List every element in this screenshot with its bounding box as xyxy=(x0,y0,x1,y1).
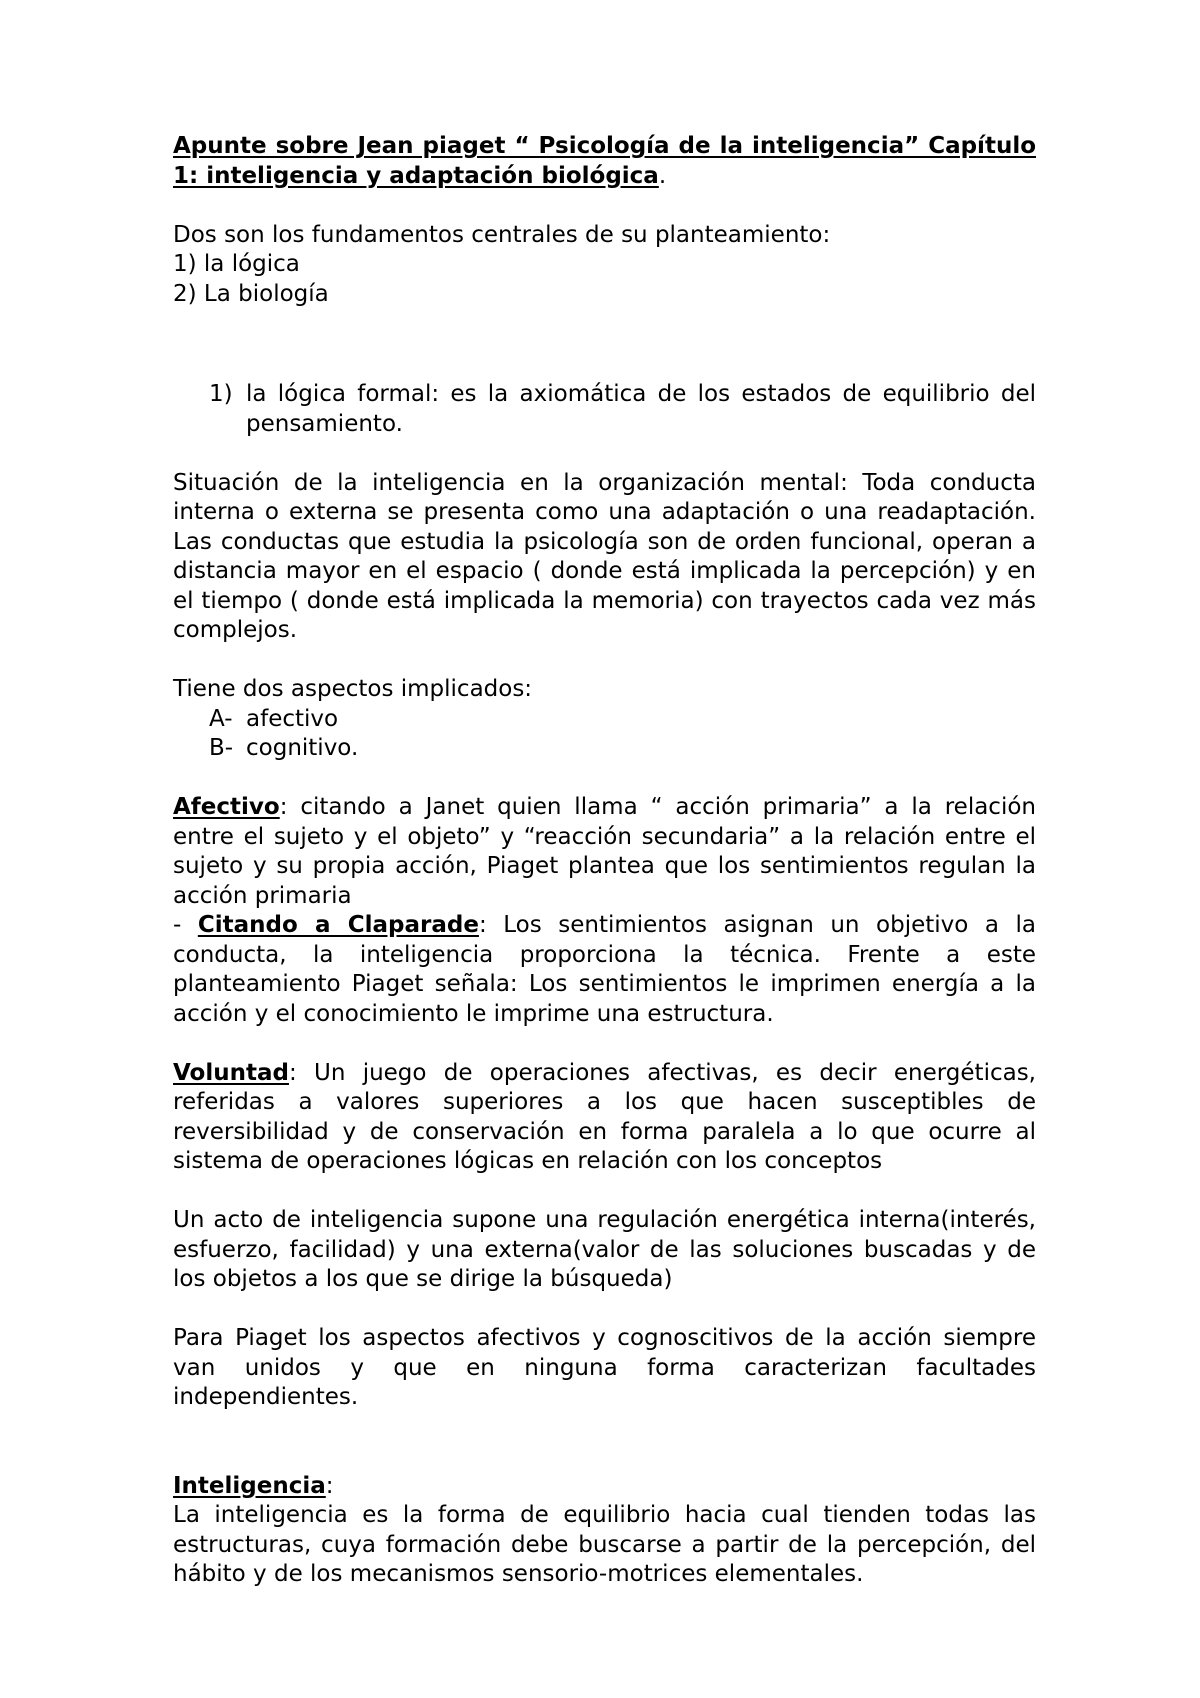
title-period: . xyxy=(658,162,667,189)
intro-item-logic: 1) la lógica xyxy=(173,251,300,277)
afectivo-text: : citando a Janet quien llama “ acción primaria” a la relación entre el sujeto y el objeto” y “reacción secundaria” a la relación entre el sujeto y su propia acción, Piaget plantea que los sentimientos regulan la acción primaria xyxy=(173,794,1036,909)
document-title: Apunte sobre Jean piaget “ Psicología de la inteligencia” Capítulo 1: inteligencia y adaptación biológica xyxy=(173,133,1036,189)
inteligencia-heading-line xyxy=(173,1472,1036,1502)
intro-line: Dos son los fundamentos centrales de su planteamiento: xyxy=(173,221,831,248)
spacer xyxy=(173,191,1036,221)
spacer xyxy=(173,439,1036,469)
claparade-heading: Citando a Claparade xyxy=(197,912,479,938)
spacer xyxy=(173,1413,1036,1472)
aspecto-marker: B- xyxy=(209,735,234,761)
claparade-text: : Los sentimientos asignan un objetivo a la conducta, la inteligencia proporciona la técnica. Frente a este planteamiento Piaget señala: Los sentimientos le imprimen energía a la acción y el conocimiento le imprime una estructura. xyxy=(173,912,1036,1027)
aspecto-marker: A- xyxy=(209,705,233,732)
afectivo-paragraph xyxy=(173,793,1036,911)
claparade-paragraph xyxy=(173,911,1036,1029)
intro-item-biology: 2) La biología xyxy=(173,280,329,307)
inteligencia-colon: : xyxy=(325,1472,334,1499)
aspecto-label: cognitivo. xyxy=(246,735,359,761)
acto-paragraph: Un acto de inteligencia supone una regulación energética interna(interés, esfuerzo, facilidad) y una externa(valor de las soluciones buscadas y de los objetos a los que se dirige la búsqueda) xyxy=(173,1207,1036,1292)
logic-list-item xyxy=(173,380,1036,439)
document-title-paragraph xyxy=(173,132,1036,191)
spacer xyxy=(173,309,1036,368)
document-page xyxy=(173,132,1036,1590)
para-piaget-paragraph: Para Piaget los aspectos afectivos y cognoscitivos de la acción siempre van unidos y que en ninguna forma caracterizan facultades independientes. xyxy=(173,1325,1036,1410)
aspectos-intro: Tiene dos aspectos implicados: xyxy=(173,676,533,702)
spacer xyxy=(173,646,1036,676)
logic-list-marker: 1) xyxy=(209,381,233,407)
inteligencia-heading: Inteligencia xyxy=(173,1472,326,1499)
spacer xyxy=(173,1177,1036,1207)
aspecto-item-afectivo xyxy=(173,705,1036,735)
voluntad-text: : Un juego de operaciones afectivas, es decir energéticas, referidas a valores superiores a los que hacen susceptibles de reversibilidad y de conservación en forma paralela a lo que ocurre al sistema de operaciones lógicas en relación con los conceptos xyxy=(173,1059,1036,1174)
aspecto-label: afectivo xyxy=(246,705,339,732)
situacion-paragraph: Situación de la inteligencia en la organización mental: Toda conducta interna o externa se presenta como una adaptación o una readaptación. Las conductas que estudia la psicología son de orden funcional, operan a distancia mayor en el espacio ( donde está implicada la percepción) y en el tiempo ( donde está implicada la memoria) con trayectos cada vez más complejos. xyxy=(173,469,1036,643)
aspecto-item-cognitivo xyxy=(173,734,1036,764)
claparade-dash: - xyxy=(173,912,198,938)
voluntad-heading: Voluntad xyxy=(173,1059,289,1086)
spacer xyxy=(173,1295,1036,1325)
voluntad-paragraph xyxy=(173,1059,1036,1177)
spacer xyxy=(173,1029,1036,1059)
logic-list-text: la lógica formal: es la axiomática de los estados de equilibrio del pensamiento. xyxy=(246,381,1036,437)
spacer xyxy=(173,764,1036,794)
inteligencia-paragraph: La inteligencia es la forma de equilibrio hacia cual tienden todas las estructuras, cuya formación debe buscarse a partir de la percepción, del hábito y de los mecanismos sensorio-motrices elementales. xyxy=(173,1502,1036,1587)
afectivo-heading: Afectivo xyxy=(173,794,280,820)
